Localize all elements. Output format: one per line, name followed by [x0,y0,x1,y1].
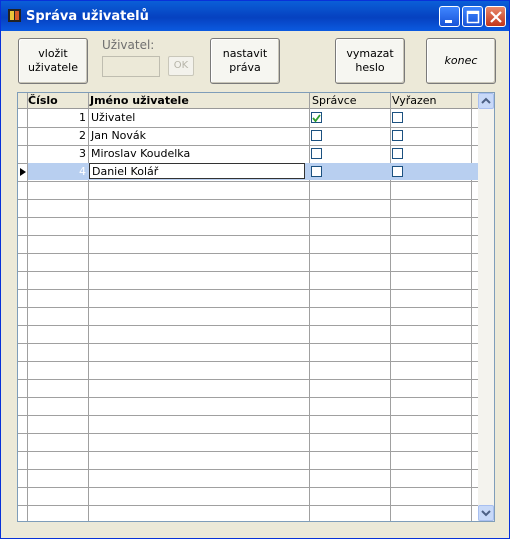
table-row[interactable] [18,127,478,145]
user-input[interactable] [102,56,160,77]
scroll-up-button[interactable] [478,93,494,109]
cell-name[interactable]: Daniel Kolář [89,163,305,179]
excluded-checkbox[interactable] [392,148,403,159]
admin-checkbox[interactable] [311,112,322,123]
end-button[interactable]: konec [426,38,496,84]
minimize-icon [440,7,461,28]
chevron-down-icon [479,506,493,520]
ok-button[interactable]: OK [168,56,194,76]
scroll-down-button[interactable] [478,505,494,521]
maximize-button[interactable] [462,6,483,27]
users-grid[interactable] [17,92,495,522]
admin-checkbox[interactable] [311,130,322,141]
header-name[interactable]: Jméno uživatele [90,94,189,107]
admin-checkbox[interactable] [311,148,322,159]
set-rights-button[interactable]: nastavit práva [210,38,280,84]
header-admin[interactable]: Správce [312,94,357,107]
table-row[interactable] [18,163,478,181]
admin-checkbox[interactable] [311,166,322,177]
excluded-checkbox[interactable] [392,112,403,123]
cell-number[interactable]: 3 [79,147,86,160]
maximize-icon [463,7,484,28]
insert-user-button[interactable]: vložit uživatele [18,38,88,84]
vertical-scrollbar[interactable] [478,93,494,521]
table-row[interactable] [18,145,478,163]
header-number[interactable]: Číslo [28,94,58,107]
clear-password-button[interactable]: vymazat heslo [335,38,405,84]
cell-number[interactable]: 4 [79,165,86,178]
excluded-checkbox[interactable] [392,130,403,141]
cell-name[interactable]: Uživatel [91,111,136,124]
close-button[interactable] [485,6,506,27]
close-icon [486,7,507,28]
cell-name[interactable]: Jan Novák [91,129,147,142]
row-pointer-icon [20,168,26,176]
checkmark-icon [312,114,321,123]
chevron-up-icon [479,94,493,108]
table-row[interactable] [18,109,478,127]
cell-number[interactable]: 1 [79,111,86,124]
cell-name[interactable]: Miroslav Koudelka [91,147,191,160]
cell-number[interactable]: 2 [79,129,86,142]
header-excluded[interactable]: Vyřazen [392,94,437,107]
title-bar[interactable] [1,1,509,31]
minimize-button[interactable] [439,6,460,27]
window-title: Správa uživatelů [26,9,149,24]
excluded-checkbox[interactable] [392,166,403,177]
user-label: Uživatel: [102,38,155,52]
app-icon [7,8,22,23]
